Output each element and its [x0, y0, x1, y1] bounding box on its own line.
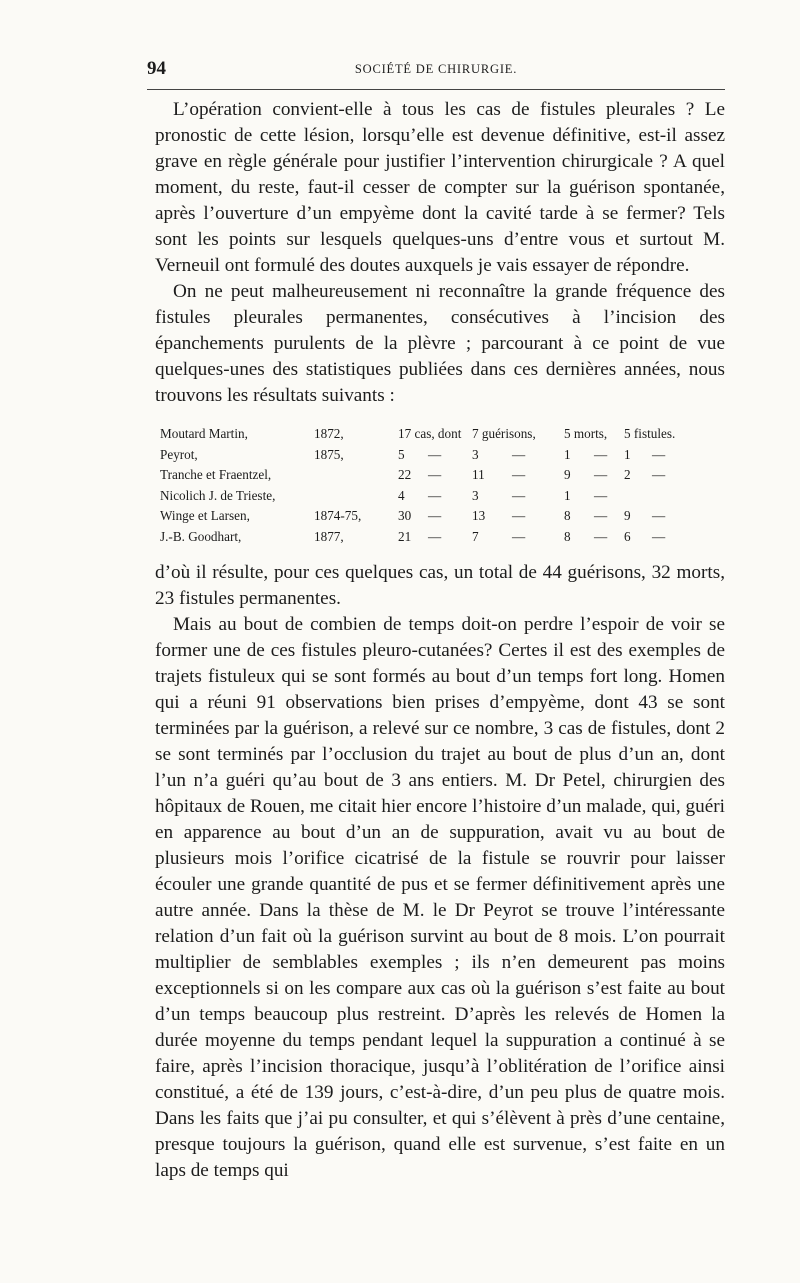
stats-guerisons: 11: [472, 467, 485, 482]
stats-author: Winge et Larsen,: [160, 508, 250, 523]
stats-morts: 8: [564, 508, 571, 523]
stats-dash: —: [652, 446, 666, 462]
stats-dash: —: [512, 446, 526, 462]
stats-guerisons: 3: [472, 487, 479, 503]
stats-cases: 5: [398, 446, 405, 462]
stats-dash: —: [594, 487, 608, 503]
stats-guerisons: 13: [472, 508, 486, 523]
stats-morts: 1: [564, 446, 571, 462]
header-rule: [147, 89, 725, 90]
stats-dash: —: [428, 487, 442, 503]
stats-fistules: 6: [624, 528, 631, 544]
stats-morts: 9: [564, 467, 571, 482]
stats-year: 1875,: [314, 446, 344, 462]
stats-author: Nicolich J. de Trieste,: [160, 487, 276, 503]
paragraph: L’opération convient-elle à tous les cas de fistules pleurales ? Le pronostic de cette lésion, lorsqu’elle est devenue définitive, est-il assez grave en règle générale pour justifier l’intervention chirurgicale ? A quel moment, du reste, faut-il cesser de compter sur la guérison spontanée, après l’ouverture d’un empyème dont la cavité tarde à se fermer? Tels sont les points sur lesquels quelques-uns d’entre vous et surtout M. Verneuil ont formulé des doutes auxquels je vais essayer de répondre.: [155, 99, 725, 276]
stats-year: 1872,: [314, 426, 344, 441]
stats-fistules: 9: [624, 508, 631, 523]
stats-dash: —: [652, 528, 666, 544]
stats-author: Tranche et Fraentzel,: [160, 467, 272, 482]
stats-fistules: 1: [624, 446, 631, 462]
stats-year: 1874-75,: [314, 508, 362, 523]
stats-morts: 8: [564, 528, 571, 544]
stats-row: [160, 445, 728, 466]
stats-dash: —: [512, 508, 526, 523]
stats-cases: 21: [398, 528, 412, 544]
page-header: [147, 58, 725, 84]
stats-row: [160, 465, 728, 486]
body-text-bottom: [155, 560, 725, 1184]
paragraph: Mais au bout de combien de temps doit-on perdre l’espoir de voir se former une de ces fistules pleuro-cutanées? Certes il est des exemples de trajets fistuleux qui se sont formés au bout d’un temps fort long. Homen qui a réuni 91 observations bien prises d’empyème, dont 43 se sont terminées par la guérison, a relevé sur ce nombre, 3 cas de fistules, dont 2 se sont terminés par l’occlusion du trajet au bout de plus d’un an, dont l’un n’a guéri qu’au bout de 3 ans entiers. M. Dr Petel, chirurgien des hôpitaux de Rouen, me citait hier encore l’histoire d’un malade, qui, guéri en apparence au bout d’un an de suppuration, avait vu au bout de plusieurs mois l’orifice cicatrisé de la fistule se rouvrir pour laisser écouler une grande quantité de pus et se fermer définitivement après une autre année. Dans la thèse de M. le Dr Peyrot se trouve l’intéressante relation d’un fait où la guérison survint au bout de 8 mois. L’on pourrait multiplier de semblables exemples ; ils n’en demeurent pas moins exceptionnels si on les compare aux cas où la guérison s’est faite au bout d’un temps beaucoup plus restreint. D’après les relevés de Homen la durée moyenne du temps pendant lequel la suppuration a continué à se faire, après l’incision thoracique, jusqu’à l’oblitération de l’orifice ainsi constitué, a été de 139 jours, c’est-à-dire, d’un peu plus de quatre mois. Dans les faits que j’ai pu consulter, et qui s’élèvent à près d’une centaine, presque toujours la guérison, quand elle est survenue, s’est faite en un laps de temps qui: [155, 614, 725, 1181]
stats-dash: —: [428, 508, 442, 523]
paragraph: On ne peut malheureusement ni reconnaître la grande fréquence des fistules pleurales permanentes, consécutives à l’incision des épanchements purulents de la plèvre ; parcourant à ce point de vue quelques-unes des statistiques publiées dans ces dernières années, nous trouvons les résultats suivants :: [155, 281, 725, 406]
stats-morts: 5 morts,: [564, 426, 608, 441]
stats-row: [160, 486, 728, 507]
stats-author: Moutard Martin,: [160, 426, 248, 441]
stats-guerisons: 7: [472, 528, 479, 544]
stats-dash: —: [428, 528, 442, 544]
stats-dash: —: [652, 467, 666, 482]
stats-author: J.-B. Goodhart,: [160, 528, 242, 544]
body-text-top: [155, 97, 725, 409]
stats-cases: 22: [398, 467, 412, 482]
stats-guerisons: 3: [472, 446, 479, 462]
stats-dash: —: [428, 446, 442, 462]
stats-dash: —: [594, 467, 608, 482]
stats-morts: 1: [564, 487, 571, 503]
stats-dash: —: [512, 467, 526, 482]
stats-row: [160, 424, 728, 445]
paragraph: d’où il résulte, pour ces quelques cas, un total de 44 guérisons, 32 morts, 23 fistules permanentes.: [155, 562, 725, 609]
stats-cases: 4: [398, 487, 405, 503]
stats-fistules: 5 fistules.: [624, 426, 676, 441]
stats-cases: 30: [398, 508, 412, 523]
page-number: 94: [147, 58, 166, 79]
running-head: SOCIÉTÉ DE CHIRURGIE.: [354, 62, 518, 76]
stats-dash: —: [594, 446, 608, 462]
stats-dash: —: [594, 508, 608, 523]
stats-dash: —: [512, 528, 526, 544]
statistics-table: [160, 424, 728, 547]
stats-year: 1877,: [314, 528, 344, 544]
stats-dash: —: [512, 487, 526, 503]
stats-row: [160, 527, 728, 548]
stats-dash: —: [594, 528, 608, 544]
stats-dash: —: [428, 467, 442, 482]
stats-fistules: 2: [624, 467, 631, 482]
stats-author: Peyrot,: [160, 446, 198, 462]
stats-guerisons: 7 guérisons,: [472, 426, 536, 441]
stats-dash: —: [652, 508, 666, 523]
stats-row: [160, 506, 728, 527]
stats-cases: 17 cas, dont: [398, 426, 462, 441]
